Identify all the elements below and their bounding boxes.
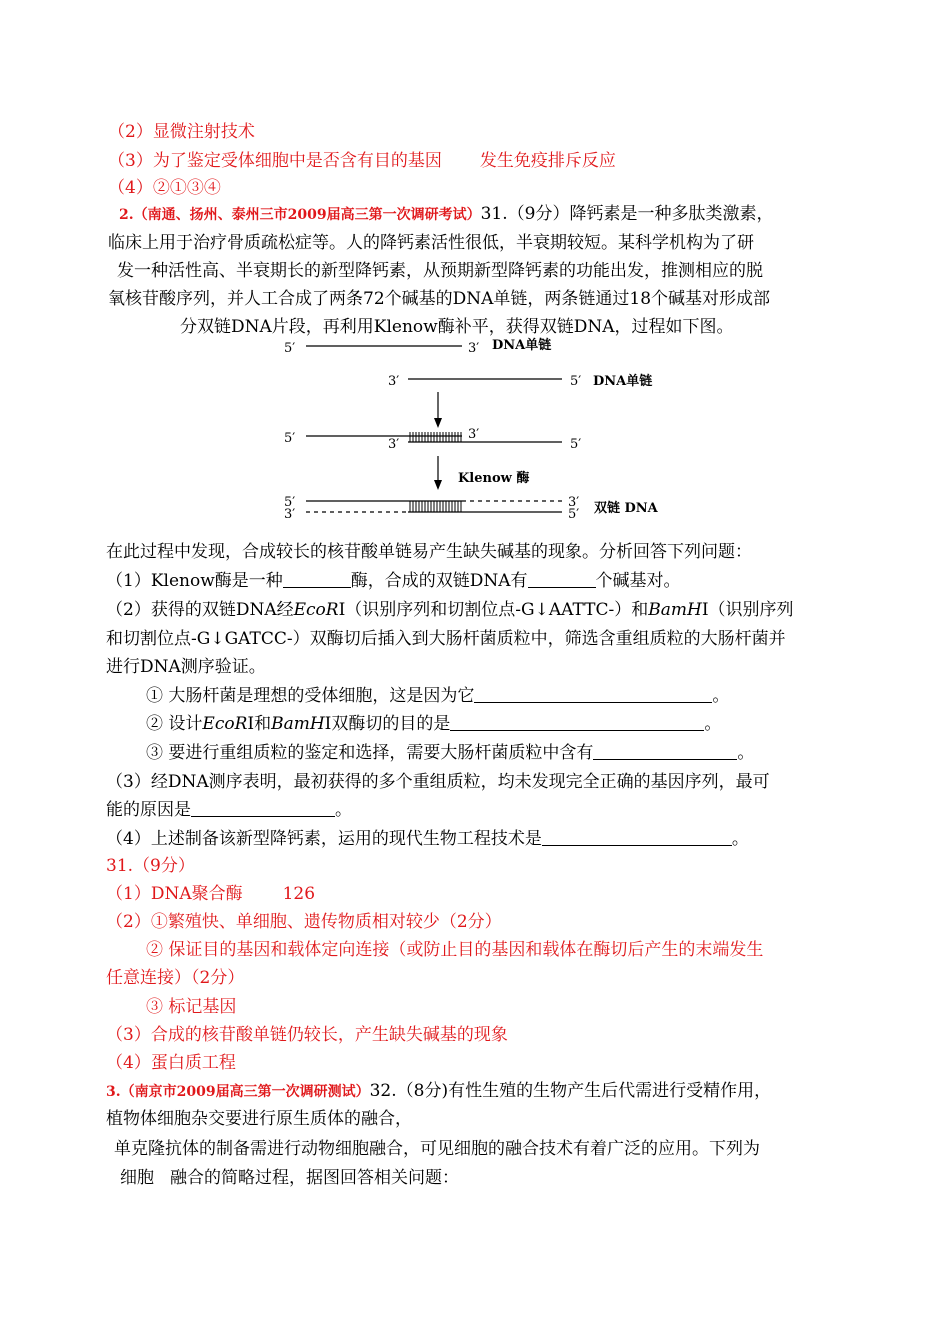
enzyme-name: BamH: [648, 600, 702, 620]
answer-heading: 31.（9分）: [106, 856, 195, 876]
question-text: 融合的简略过程，据图回答相关问题：: [170, 1168, 459, 1188]
answer-text: 发生免疫排斥反应: [479, 151, 616, 171]
period: 。: [737, 743, 755, 763]
enzyme-name: EcoR: [202, 714, 248, 734]
enzyme-name: BamH: [271, 714, 325, 734]
question-text: 和: [254, 714, 272, 734]
label-3prime: 3′: [468, 341, 480, 356]
label-5prime: 5′: [570, 437, 582, 452]
answer-blank[interactable]: [474, 686, 712, 703]
question-text: ③ 要进行重组质粒的鉴定和选择，需要大肠杆菌质粒中含有: [146, 743, 594, 763]
sub-question: [146, 742, 754, 764]
answer-line: ③ 标记基因: [146, 997, 237, 1017]
question-item: [106, 828, 749, 850]
label-3prime: 3′: [388, 437, 400, 452]
question-text: ② 设计: [146, 714, 203, 734]
label-3prime: 3′: [468, 427, 480, 442]
question-text: （2）获得的双链DNA经: [106, 600, 294, 620]
answer-blank[interactable]: [191, 800, 335, 817]
sub-question: [146, 713, 721, 735]
question-item: [106, 570, 681, 592]
period: 。: [704, 714, 722, 734]
dna-synthesis-diagram: [280, 332, 680, 527]
answer-blank[interactable]: [593, 743, 737, 760]
period: 。: [335, 800, 352, 820]
roman-numeral: Ⅰ: [701, 600, 709, 620]
label-5prime: 5′: [570, 374, 582, 389]
answer-line: ② 保证目的基因和载体定向连接（或防止目的基因和载体在酶切后产生的末端发生: [146, 940, 764, 960]
question-text: 细胞: [120, 1168, 154, 1188]
question-header: [119, 203, 773, 226]
question-text: 植物体细胞杂交要进行原生质体的融合，: [106, 1109, 412, 1129]
answer-blank[interactable]: [450, 714, 704, 731]
question-source: 2.（南通、扬州、泰州三市2009届高三第一次调研考试）: [119, 207, 481, 223]
question-text: （4）上述制备该新型降钙素，运用的现代生物工程技术是: [106, 829, 542, 849]
label-5prime: 5′: [284, 341, 296, 356]
question-text: 个碱基对。: [595, 571, 681, 591]
label-single-strand: DNA单链: [593, 374, 653, 389]
label-5prime: 5′: [568, 507, 580, 522]
question-text: 双酶切的目的是: [331, 714, 451, 734]
answer-line: （3）合成的核苷酸单链仍较长，产生缺失碱基的现象: [106, 1025, 508, 1045]
answer-line: （2）显微注射技术: [108, 122, 255, 142]
answer-text: （1）DNA聚合酶: [106, 884, 243, 904]
roman-numeral: Ⅰ: [324, 714, 332, 734]
question-text: 酶，合成的双链DNA有: [350, 571, 528, 591]
question-text: ① 大肠杆菌是理想的受体细胞，这是因为它: [146, 686, 475, 706]
sub-question: [146, 685, 729, 707]
question-text: 在此过程中发现，合成较长的核苷酸单链易产生缺失碱基的现象。分析回答下列问题：: [106, 542, 752, 562]
question-text: 能的原因是: [106, 800, 191, 820]
question-source: 3.（南京市2009届高三第一次调研测试）: [106, 1084, 370, 1100]
question-text: （3）经DNA测序表明，最初获得的多个重组质粒，均未发现完全正确的基因序列，最可: [106, 772, 770, 792]
answer-text: 126: [282, 884, 316, 904]
question-text: 31.（9分）降钙素是一种多肽类激素，: [480, 204, 774, 224]
label-enzyme: Klenow 酶: [458, 471, 530, 486]
question-text: 发一种活性高、半衰期长的新型降钙素，从预期新型降钙素的功能出发，推测相应的脱: [117, 261, 763, 281]
enzyme-name: EcoR: [293, 600, 339, 620]
answer-blank[interactable]: [528, 571, 596, 588]
question-header: [106, 1080, 771, 1103]
question-text: 和切割位点-G↓GATCC-）双酶切后插入到大肠杆菌质粒中，筛选含重组质粒的大肠杆菌并: [106, 629, 786, 649]
question-text: （识别序列: [708, 600, 794, 620]
question-text: 临床上用于治疗骨质疏松症等。人的降钙素活性很低，半衰期较短。某科学机构为了研: [108, 233, 754, 253]
answer-blank[interactable]: [283, 571, 351, 588]
question-text: [120, 1167, 459, 1189]
answer-line: （4）②①③④: [108, 178, 221, 198]
answer-line: （4）蛋白质工程: [106, 1053, 236, 1073]
answer-blank[interactable]: [542, 829, 732, 846]
answer-text: （3）为了鉴定受体细胞中是否含有目的基因: [108, 151, 442, 171]
question-text: （识别序列和切割位点-G↓AATTC-）和: [345, 600, 649, 620]
question-text: 单克隆抗体的制备需进行动物细胞融合，可见细胞的融合技术有着广泛的应用。下列为: [114, 1139, 760, 1159]
period: 。: [731, 829, 749, 849]
label-double-strand: 双链 DNA: [594, 501, 658, 516]
label-5prime: 5′: [284, 431, 296, 446]
question-item: [106, 799, 352, 821]
label-3prime: 3′: [568, 495, 580, 510]
roman-numeral: Ⅰ: [338, 600, 346, 620]
question-text: 氧核苷酸序列，并人工合成了两条72个碱基的DNA单链，两条链通过18个碱基对形成部: [108, 289, 771, 309]
question-text: 分双链DNA片段，再利用Klenow酶补平，获得双链DNA，过程如下图。: [180, 317, 734, 337]
label-3prime: 3′: [388, 374, 400, 389]
answer-line: 任意连接）（2分）: [106, 968, 245, 988]
question-item: [106, 599, 794, 621]
label-5prime: 5′: [284, 495, 296, 510]
arrow-down-icon: [434, 418, 442, 428]
label-3prime: 3′: [284, 507, 296, 522]
label-single-strand: DNA单链: [492, 338, 552, 353]
question-text: 进行DNA测序验证。: [106, 657, 266, 677]
period: 。: [712, 686, 730, 706]
answer-line: （2）①繁殖快、单细胞、遗传物质相对较少（2分）: [106, 912, 502, 932]
question-text: 32.（8分)有性生殖的生物产生后代需进行受精作用，: [369, 1081, 772, 1101]
roman-numeral: Ⅰ: [247, 714, 255, 734]
answer-line: [106, 883, 315, 905]
answer-line: [108, 150, 616, 172]
question-text: （1）Klenow酶是一种: [106, 571, 283, 591]
arrow-down-icon: [434, 480, 442, 490]
